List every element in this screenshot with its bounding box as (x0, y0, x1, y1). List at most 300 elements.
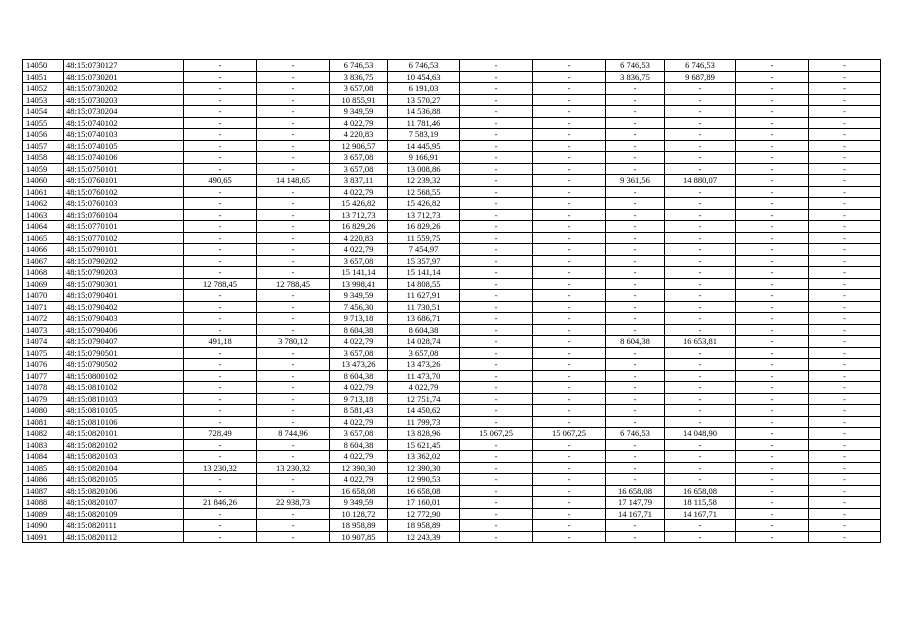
cadastral-number-cell: 48:15:0750101 (64, 163, 184, 175)
row-number-cell: 14082 (23, 428, 64, 440)
value-cell: - (460, 83, 533, 95)
value-cell: - (736, 497, 809, 509)
row-number-cell: 14050 (23, 60, 64, 72)
value-cell: - (184, 301, 257, 313)
value-cell: 12 390,30 (330, 462, 388, 474)
value-cell: - (809, 336, 881, 348)
value-cell: 15 426,82 (388, 198, 460, 210)
row-number-cell: 14077 (23, 370, 64, 382)
row-number-cell: 14062 (23, 198, 64, 210)
value-cell: - (460, 301, 533, 313)
value-cell: - (736, 117, 809, 129)
value-cell: 6 191,03 (388, 83, 460, 95)
value-cell: - (184, 186, 257, 198)
value-cell: - (533, 474, 606, 486)
value-cell: 8 581,43 (330, 405, 388, 417)
value-cell: 7 456,30 (330, 301, 388, 313)
value-cell: 490,65 (184, 175, 257, 187)
value-cell: - (257, 71, 330, 83)
value-cell: 16 829,26 (388, 221, 460, 233)
value-cell: - (460, 232, 533, 244)
value-cell: 15 141,14 (330, 267, 388, 279)
value-cell: 16 658,08 (388, 485, 460, 497)
value-cell: - (736, 359, 809, 371)
value-cell: - (257, 324, 330, 336)
value-cell: 15 621,45 (388, 439, 460, 451)
row-number-cell: 14051 (23, 71, 64, 83)
row-number-cell: 14074 (23, 336, 64, 348)
value-cell: - (665, 163, 736, 175)
table-row (23, 347, 881, 359)
value-cell: - (736, 462, 809, 474)
value-cell: - (809, 163, 881, 175)
row-number-cell: 14075 (23, 347, 64, 359)
value-cell: - (606, 198, 665, 210)
cadastral-number-cell: 48:15:0760104 (64, 209, 184, 221)
value-cell: - (736, 71, 809, 83)
value-cell: 10 454,63 (388, 71, 460, 83)
value-cell: - (257, 117, 330, 129)
cadastral-number-cell: 48:15:0820112 (64, 531, 184, 543)
cadastral-number-cell: 48:15:0770101 (64, 221, 184, 233)
value-cell: - (665, 324, 736, 336)
value-cell: - (184, 255, 257, 267)
value-cell: - (809, 347, 881, 359)
row-number-cell: 14087 (23, 485, 64, 497)
cadastral-number-cell: 48:15:0740102 (64, 117, 184, 129)
value-cell: 491,18 (184, 336, 257, 348)
value-cell: - (533, 186, 606, 198)
value-cell: - (606, 393, 665, 405)
cadastral-number-cell: 48:15:0790401 (64, 290, 184, 302)
value-cell: 12 990,53 (388, 474, 460, 486)
value-cell: - (665, 140, 736, 152)
value-cell: - (809, 60, 881, 72)
cadastral-number-cell: 48:15:0810106 (64, 416, 184, 428)
value-cell: - (736, 278, 809, 290)
table-row (23, 140, 881, 152)
cadastral-number-cell: 48:15:0820106 (64, 485, 184, 497)
value-cell: - (606, 94, 665, 106)
value-cell: - (736, 209, 809, 221)
cadastral-number-cell: 48:15:0740103 (64, 129, 184, 141)
value-cell: 13 998,41 (330, 278, 388, 290)
value-cell: 3 780,12 (257, 336, 330, 348)
row-number-cell: 14055 (23, 117, 64, 129)
row-number-cell: 14066 (23, 244, 64, 256)
value-cell: 4 022,79 (330, 451, 388, 463)
row-number-cell: 14076 (23, 359, 64, 371)
value-cell: 3 657,08 (330, 347, 388, 359)
value-cell: - (665, 267, 736, 279)
value-cell: 3 657,08 (330, 163, 388, 175)
row-number-cell: 14054 (23, 106, 64, 118)
value-cell: - (736, 370, 809, 382)
value-cell: - (460, 221, 533, 233)
value-cell: 11 730,51 (388, 301, 460, 313)
value-cell: - (606, 462, 665, 474)
value-cell: - (533, 175, 606, 187)
value-cell: - (184, 267, 257, 279)
value-cell: - (665, 393, 736, 405)
table-row (23, 451, 881, 463)
value-cell: - (533, 462, 606, 474)
table-row (23, 439, 881, 451)
value-cell: 15 141,14 (388, 267, 460, 279)
value-cell: - (257, 359, 330, 371)
value-cell: - (460, 117, 533, 129)
value-cell: - (665, 198, 736, 210)
value-cell: - (665, 370, 736, 382)
value-cell: - (809, 267, 881, 279)
table-row (23, 405, 881, 417)
value-cell: - (184, 94, 257, 106)
value-cell: - (257, 474, 330, 486)
value-cell: - (809, 405, 881, 417)
value-cell: - (460, 175, 533, 187)
value-cell: - (809, 520, 881, 532)
value-cell: 13 828,96 (388, 428, 460, 440)
value-cell: - (665, 382, 736, 394)
value-cell: - (809, 94, 881, 106)
table-row (23, 186, 881, 198)
value-cell: - (257, 451, 330, 463)
value-cell: - (533, 405, 606, 417)
value-cell: - (257, 152, 330, 164)
cadastral-number-cell: 48:15:0820109 (64, 508, 184, 520)
value-cell: - (606, 290, 665, 302)
value-cell: 6 746,53 (606, 60, 665, 72)
value-cell: - (533, 485, 606, 497)
table-row (23, 255, 881, 267)
value-cell: 14 880,07 (665, 175, 736, 187)
value-cell: - (665, 106, 736, 118)
table-row (23, 209, 881, 221)
value-cell: - (257, 186, 330, 198)
value-cell: 8 604,38 (606, 336, 665, 348)
value-cell: - (533, 336, 606, 348)
value-cell: - (809, 485, 881, 497)
value-cell: - (257, 313, 330, 325)
value-cell: - (257, 416, 330, 428)
value-cell: - (533, 531, 606, 543)
value-cell: 13 362,02 (388, 451, 460, 463)
value-cell: - (184, 106, 257, 118)
value-cell: - (665, 359, 736, 371)
value-cell: - (809, 531, 881, 543)
value-cell: - (665, 117, 736, 129)
value-cell: - (809, 278, 881, 290)
value-cell: - (184, 71, 257, 83)
value-cell: - (533, 370, 606, 382)
value-cell: - (533, 152, 606, 164)
value-cell: - (809, 129, 881, 141)
value-cell: - (736, 405, 809, 417)
cadastral-number-cell: 48:15:0810103 (64, 393, 184, 405)
value-cell: - (184, 485, 257, 497)
row-number-cell: 14085 (23, 462, 64, 474)
value-cell: - (533, 278, 606, 290)
value-cell: - (736, 508, 809, 520)
value-cell: - (257, 198, 330, 210)
row-number-cell: 14088 (23, 497, 64, 509)
value-cell: - (460, 94, 533, 106)
value-cell: 3 657,08 (330, 255, 388, 267)
cadastral-number-cell: 48:15:0740105 (64, 140, 184, 152)
value-cell: 4 022,79 (330, 474, 388, 486)
value-cell: 7 583,19 (388, 129, 460, 141)
value-cell: 11 781,46 (388, 117, 460, 129)
table-row (23, 520, 881, 532)
value-cell: - (665, 520, 736, 532)
value-cell: 7 454,97 (388, 244, 460, 256)
value-cell: - (533, 382, 606, 394)
value-cell: - (606, 370, 665, 382)
row-number-cell: 14070 (23, 290, 64, 302)
value-cell: - (533, 140, 606, 152)
table-row (23, 152, 881, 164)
value-cell: 14 148,65 (257, 175, 330, 187)
value-cell: 18 115,58 (665, 497, 736, 509)
table-row (23, 370, 881, 382)
value-cell: 15 426,82 (330, 198, 388, 210)
cadastral-number-cell: 48:15:0790502 (64, 359, 184, 371)
value-cell: - (460, 60, 533, 72)
value-cell: - (606, 405, 665, 417)
value-cell: - (809, 106, 881, 118)
value-cell: 21 846,26 (184, 497, 257, 509)
value-cell: - (809, 152, 881, 164)
value-cell: - (533, 106, 606, 118)
value-cell: - (736, 163, 809, 175)
value-cell: 8 604,38 (330, 439, 388, 451)
value-cell: 11 627,91 (388, 290, 460, 302)
cadastral-number-cell: 48:15:0790407 (64, 336, 184, 348)
value-cell: - (809, 221, 881, 233)
value-cell: - (257, 83, 330, 95)
value-cell: 12 751,74 (388, 393, 460, 405)
value-cell: 11 799,73 (388, 416, 460, 428)
row-number-cell: 14091 (23, 531, 64, 543)
value-cell: 8 604,38 (388, 324, 460, 336)
table-row (23, 163, 881, 175)
value-cell: - (533, 94, 606, 106)
row-number-cell: 14084 (23, 451, 64, 463)
cadastral-number-cell: 48:15:0730201 (64, 71, 184, 83)
value-cell: - (665, 221, 736, 233)
value-cell: - (736, 301, 809, 313)
value-cell: 9 349,59 (330, 106, 388, 118)
cadastral-number-cell: 48:15:0760101 (64, 175, 184, 187)
cadastral-number-cell: 48:15:0790101 (64, 244, 184, 256)
cadastral-number-cell: 48:15:0770102 (64, 232, 184, 244)
value-cell: - (184, 531, 257, 543)
value-cell: - (665, 129, 736, 141)
row-number-cell: 14058 (23, 152, 64, 164)
value-cell: - (606, 301, 665, 313)
value-cell: - (460, 278, 533, 290)
value-cell: - (257, 106, 330, 118)
value-cell: - (257, 531, 330, 543)
value-cell: - (184, 221, 257, 233)
value-cell: - (736, 439, 809, 451)
table-row (23, 313, 881, 325)
value-cell: 6 746,53 (388, 60, 460, 72)
cadastral-number-cell: 48:15:0760102 (64, 186, 184, 198)
value-cell: 16 658,08 (606, 485, 665, 497)
table-row (23, 393, 881, 405)
value-cell: 17 147,79 (606, 497, 665, 509)
value-cell: 14 167,71 (665, 508, 736, 520)
value-cell: - (736, 531, 809, 543)
value-cell: 3 657,08 (330, 152, 388, 164)
value-cell: 16 829,26 (330, 221, 388, 233)
value-cell: - (606, 531, 665, 543)
table-row (23, 117, 881, 129)
value-cell: - (736, 520, 809, 532)
cadastral-number-cell: 48:15:0820107 (64, 497, 184, 509)
value-cell: - (606, 117, 665, 129)
value-cell: 9 166,91 (388, 152, 460, 164)
value-cell: - (184, 370, 257, 382)
value-cell: - (460, 462, 533, 474)
value-cell: - (460, 255, 533, 267)
row-number-cell: 14090 (23, 520, 64, 532)
value-cell: - (533, 209, 606, 221)
value-cell: - (460, 186, 533, 198)
value-cell: - (460, 531, 533, 543)
value-cell: - (460, 152, 533, 164)
row-number-cell: 14065 (23, 232, 64, 244)
table-row (23, 94, 881, 106)
cadastral-number-cell: 48:15:0790403 (64, 313, 184, 325)
value-cell: - (809, 175, 881, 187)
value-cell: - (606, 221, 665, 233)
value-cell: - (736, 347, 809, 359)
value-cell: - (257, 508, 330, 520)
value-cell: - (460, 290, 533, 302)
table-row (23, 497, 881, 509)
value-cell: 16 658,08 (330, 485, 388, 497)
table-row (23, 485, 881, 497)
table-row (23, 278, 881, 290)
value-cell: - (809, 186, 881, 198)
value-cell: - (736, 324, 809, 336)
value-cell: - (460, 405, 533, 417)
value-cell: - (184, 359, 257, 371)
value-cell: - (736, 416, 809, 428)
value-cell: - (736, 451, 809, 463)
value-cell: 8 604,38 (330, 324, 388, 336)
value-cell: 9 713,18 (330, 393, 388, 405)
table-row (23, 474, 881, 486)
table-row (23, 83, 881, 95)
value-cell: 15 067,25 (533, 428, 606, 440)
value-cell: 14 028,74 (388, 336, 460, 348)
cadastral-number-cell: 48:15:0820102 (64, 439, 184, 451)
cadastral-number-cell: 48:15:0820111 (64, 520, 184, 532)
value-cell: 8 604,38 (330, 370, 388, 382)
value-cell: - (460, 370, 533, 382)
value-cell: 12 788,45 (257, 278, 330, 290)
value-cell: 12 788,45 (184, 278, 257, 290)
value-cell: 13 686,71 (388, 313, 460, 325)
value-cell: 16 658,08 (665, 485, 736, 497)
cadastral-value-table (22, 59, 881, 543)
value-cell: 14 450,62 (388, 405, 460, 417)
row-number-cell: 14083 (23, 439, 64, 451)
value-cell: - (460, 520, 533, 532)
value-cell: 3 657,08 (330, 428, 388, 440)
value-cell: 9 349,59 (330, 290, 388, 302)
row-number-cell: 14079 (23, 393, 64, 405)
row-number-cell: 14073 (23, 324, 64, 336)
value-cell: 13 712,73 (330, 209, 388, 221)
value-cell: - (665, 186, 736, 198)
value-cell: 16 653,81 (665, 336, 736, 348)
value-cell: - (257, 163, 330, 175)
value-cell: - (665, 474, 736, 486)
value-cell: - (533, 267, 606, 279)
value-cell: - (460, 382, 533, 394)
value-cell: - (665, 232, 736, 244)
value-cell: - (184, 209, 257, 221)
value-cell: - (184, 117, 257, 129)
table-row (23, 244, 881, 256)
value-cell: - (809, 359, 881, 371)
value-cell: - (606, 416, 665, 428)
row-number-cell: 14063 (23, 209, 64, 221)
value-cell: 11 559,75 (388, 232, 460, 244)
value-cell: - (606, 186, 665, 198)
value-cell: - (809, 232, 881, 244)
value-cell: - (533, 508, 606, 520)
value-cell: - (257, 485, 330, 497)
cadastral-number-cell: 48:15:0790501 (64, 347, 184, 359)
value-cell: 11 473,70 (388, 370, 460, 382)
value-cell: - (736, 140, 809, 152)
cadastral-number-cell: 48:15:0790203 (64, 267, 184, 279)
value-cell: 14 808,55 (388, 278, 460, 290)
row-number-cell: 14069 (23, 278, 64, 290)
value-cell: - (184, 83, 257, 95)
value-cell: 3 657,08 (330, 83, 388, 95)
value-cell: 12 239,32 (388, 175, 460, 187)
value-cell: - (736, 186, 809, 198)
value-cell: - (665, 152, 736, 164)
cadastral-number-cell: 48:15:0800102 (64, 370, 184, 382)
value-cell: - (533, 221, 606, 233)
value-cell: - (533, 163, 606, 175)
value-cell: - (809, 497, 881, 509)
value-cell: - (460, 324, 533, 336)
value-cell: - (533, 198, 606, 210)
value-cell: - (665, 347, 736, 359)
value-cell: - (606, 232, 665, 244)
value-cell: - (257, 370, 330, 382)
value-cell: - (809, 198, 881, 210)
value-cell: - (736, 106, 809, 118)
value-cell: - (665, 531, 736, 543)
value-cell: - (184, 163, 257, 175)
value-cell: - (184, 451, 257, 463)
value-cell: 4 220,83 (330, 232, 388, 244)
value-cell: - (533, 497, 606, 509)
value-cell: - (257, 520, 330, 532)
value-cell: 13 473,26 (330, 359, 388, 371)
value-cell: - (606, 324, 665, 336)
value-cell: 6 746,53 (606, 428, 665, 440)
